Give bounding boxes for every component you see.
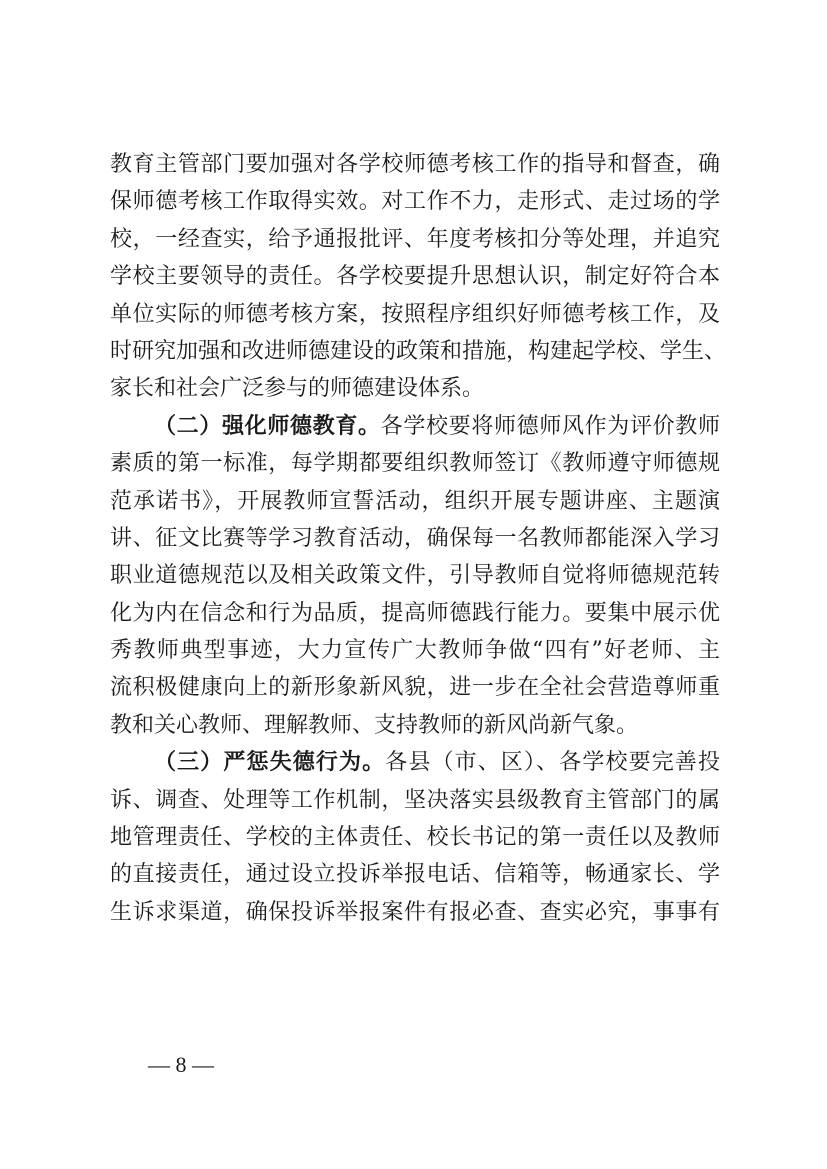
section-3-first-line [110, 744, 720, 781]
text-line: 化为内在信念和行为品质，提高师德践行能力。要集中展示优 [110, 600, 720, 626]
text-line: 地管理责任、学校的主体责任、校长书记的第一责任以及教师 [110, 825, 720, 851]
text-line: 保师德考核工作取得实效。对工作不力，走形式、走过场的学 [110, 189, 720, 215]
text-line: 学校主要领导的责任。各学校要提升思想认识，制定好符合本 [110, 264, 720, 290]
section-heading-3: （三）严惩失德行为。 [154, 749, 386, 776]
section-2-first-line [110, 408, 720, 445]
text-line: 秀教师典型事迹，大力宣传广大教师争做“四有”好老师、主 [110, 638, 720, 664]
text-line: 讲、征文比赛等学习教育活动，确保每一名教师都能深入学习 [110, 525, 720, 551]
text-line: 素质的第一标准，每学期都要组织教师签订《教师遵守师德规 [110, 451, 720, 477]
text-line: 流积极健康向上的新形象新风貌，进一步在全社会营造尊师重 [110, 675, 720, 701]
text-run: 各学校要将师德师风作为评价教师 [380, 413, 720, 439]
text-line: 的直接责任，通过设立投诉举报电话、信箱等，畅通家长、学 [110, 862, 720, 888]
text-line: 教和关心教师、理解教师、支持教师的新风尚新气象。 [110, 712, 639, 738]
text-run: 各县（市、区）、各学校要完善投 [385, 750, 720, 776]
text-line: 范承诺书》，开展教师宣誓活动，组织开展专题讲座、主题演 [110, 488, 720, 514]
text-line: 诉、调查、处理等工作机制，坚决落实县级教育主管部门的属 [110, 787, 720, 813]
text-line: 生诉求渠道，确保投诉举报案件有报必查、查实必究，事事有 [110, 899, 720, 925]
section-heading-2: （二）强化师德教育。 [154, 412, 381, 439]
text-line: 职业道德规范以及相关政策文件，引导教师自觉将师德规范转 [110, 563, 720, 589]
text-line: 校，一经查实，给予通报批评、年度考核扣分等处理，并追究 [110, 226, 720, 252]
text-line: 教育主管部门要加强对各学校师德考核工作的指导和督查，确 [110, 152, 720, 177]
text-line: 单位实际的师德考核方案，按照程序组织好师德考核工作，及 [110, 301, 720, 327]
text-line: 家长和社会广泛参与的师德建设体系。 [110, 376, 485, 402]
body-text [110, 146, 727, 931]
page-number: — 8 — [148, 1052, 214, 1077]
text-line: 时研究加强和改进师德建设的政策和措施，构建起学校、学生、 [110, 338, 727, 364]
